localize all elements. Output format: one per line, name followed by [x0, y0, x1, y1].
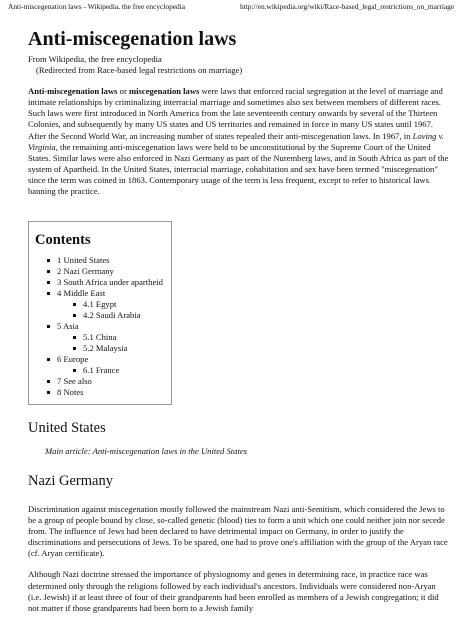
toc-item-label[interactable]: 4 Middle East: [57, 287, 106, 298]
toc-item-label[interactable]: 4.1 Egypt: [83, 298, 117, 309]
toc-item-label[interactable]: 6.1 France: [83, 364, 120, 375]
intro-text-2: , the remaining anti-miscegenation laws were held to be unconstitutional by the Supreme Court of the United States. Similar laws were also enforced in Nazi Germany as part of the Nuremberg laws, and in South Africa as part of the system of Apartheid. In the United States, interracial marriage, cohabitation and sex have been termed "miscegenation" since the term was coined in 1863. Contemporary usage of the term is less frequent, except to refer to historical laws banning the practice.: [28, 141, 449, 197]
print-page-url: http://en.wikipedia.org/wiki/Race-based_legal_restrictions_on_marriage: [240, 2, 455, 11]
nazi-germany-paragraph-2: Although Nazi doctrine stressed the importance of physiognomy and genes in determining race, in practice race was determined only through the religions followed by each individual's ancestors. Individuals were considered non-Aryan (i.e. Jewish) if at least three of four of their grandparents had been enrolled as members of a Jewish congregation; it did not matter if those grandparents had been born to a Jewish family: [28, 569, 439, 613]
page-title: Anti-miscegenation laws: [28, 28, 237, 50]
toc-item[interactable]: [47, 299, 163, 310]
main-article-note: [45, 446, 450, 457]
toc-item-label[interactable]: 4.2 Saudi Arabia: [83, 309, 141, 320]
bullet-icon: [47, 270, 50, 273]
bullet-icon: [47, 281, 50, 284]
toc-item[interactable]: [47, 255, 163, 266]
table-of-contents: [28, 221, 172, 405]
toc-item[interactable]: [47, 277, 163, 288]
bullet-icon: [73, 369, 76, 372]
main-article-link[interactable]: Anti-miscegenation laws in the United States: [92, 445, 248, 456]
redirect-note[interactable]: ( Redirected from Race-based legal restrictions on marriage ): [28, 65, 450, 76]
print-page-title: Anti-miscegenation laws - Wikipedia, the free encyclopedia: [8, 2, 186, 11]
toc-item[interactable]: [47, 387, 163, 398]
toc-item[interactable]: [47, 310, 163, 321]
intro-or: or: [117, 86, 129, 96]
bullet-icon: [47, 259, 50, 262]
toc-item[interactable]: [47, 376, 163, 387]
toc-item-label[interactable]: 1 United States: [57, 254, 110, 265]
bullet-icon: [73, 347, 76, 350]
toc-item[interactable]: [47, 288, 163, 299]
toc-item-label[interactable]: 5.2 Malaysia: [83, 342, 128, 353]
toc-item-label[interactable]: 6 Europe: [57, 353, 89, 364]
intro-term-1: Anti-miscegenation laws: [28, 86, 118, 96]
bullet-icon: [47, 358, 50, 361]
main-article-label: Main article:: [45, 445, 93, 456]
toc-item[interactable]: [47, 332, 163, 343]
toc-item[interactable]: [47, 354, 163, 365]
toc-item[interactable]: [47, 365, 163, 376]
section-heading-nazi-germany: Nazi Germany: [28, 472, 113, 489]
bullet-icon: [47, 391, 50, 394]
toc-item-label[interactable]: 5.1 China: [83, 331, 117, 342]
site-sub: From Wikipedia, the free encyclopedia: [28, 54, 162, 64]
intro-text-1: were laws that enforced racial segregation at the level of marriage and intimate relationships by criminalizing interracial marriage and sometimes also sex between members of different races. Such laws were first introduced in North America from the late seventeenth century onwards by several of the Thirteen Colonies, and subsequently by many US states and US territories and remained in force in many US states until 1967. After the Second World War, an increasing number of states repealed their anti-miscegenation laws. In 1967, in: [28, 86, 443, 141]
bullet-icon: [73, 303, 76, 306]
toc-item-label[interactable]: 5 Asia: [57, 320, 79, 331]
bullet-icon: [73, 336, 76, 339]
toc-item[interactable]: [47, 266, 163, 277]
toc-item[interactable]: [47, 321, 163, 332]
toc-item[interactable]: [47, 343, 163, 354]
print-header: [8, 2, 474, 12]
section-heading-united-states: United States: [28, 419, 106, 436]
bullet-icon: [47, 292, 50, 295]
toc-title: Contents: [35, 231, 91, 248]
intro-paragraph: [28, 86, 450, 198]
toc-item-label[interactable]: 3 South Africa under apartheid: [57, 276, 163, 287]
nazi-germany-paragraph-1: Discrimination against miscegenation mostly followed the mainstream Nazi anti-Semitism, which considered the Jews to be a group of people bound by close, so-called genetic (blood) ties to form a unit which one could neither join nor secede from. The influence of Jews had been declared to have detrimental impact on Germany, in order to justify the discriminations and persecutions of Jews. To be spared, one had to prove one's affiliation with the group of the Aryan race (cf. Aryan certificate).: [28, 503, 448, 559]
toc-item-label[interactable]: 2 Nazi Germany: [57, 265, 114, 276]
toc-list: [47, 255, 163, 398]
toc-item-label[interactable]: 7 See also: [57, 375, 92, 386]
intro-term-2: miscegenation laws: [128, 86, 200, 96]
intro-case-link[interactable]: Loving v. Virginia: [28, 130, 444, 152]
bullet-icon: [47, 325, 50, 328]
bullet-icon: [47, 380, 50, 383]
article-content: [28, 28, 450, 614]
bullet-icon: [73, 314, 76, 317]
toc-item-label[interactable]: 8 Notes: [57, 386, 84, 397]
